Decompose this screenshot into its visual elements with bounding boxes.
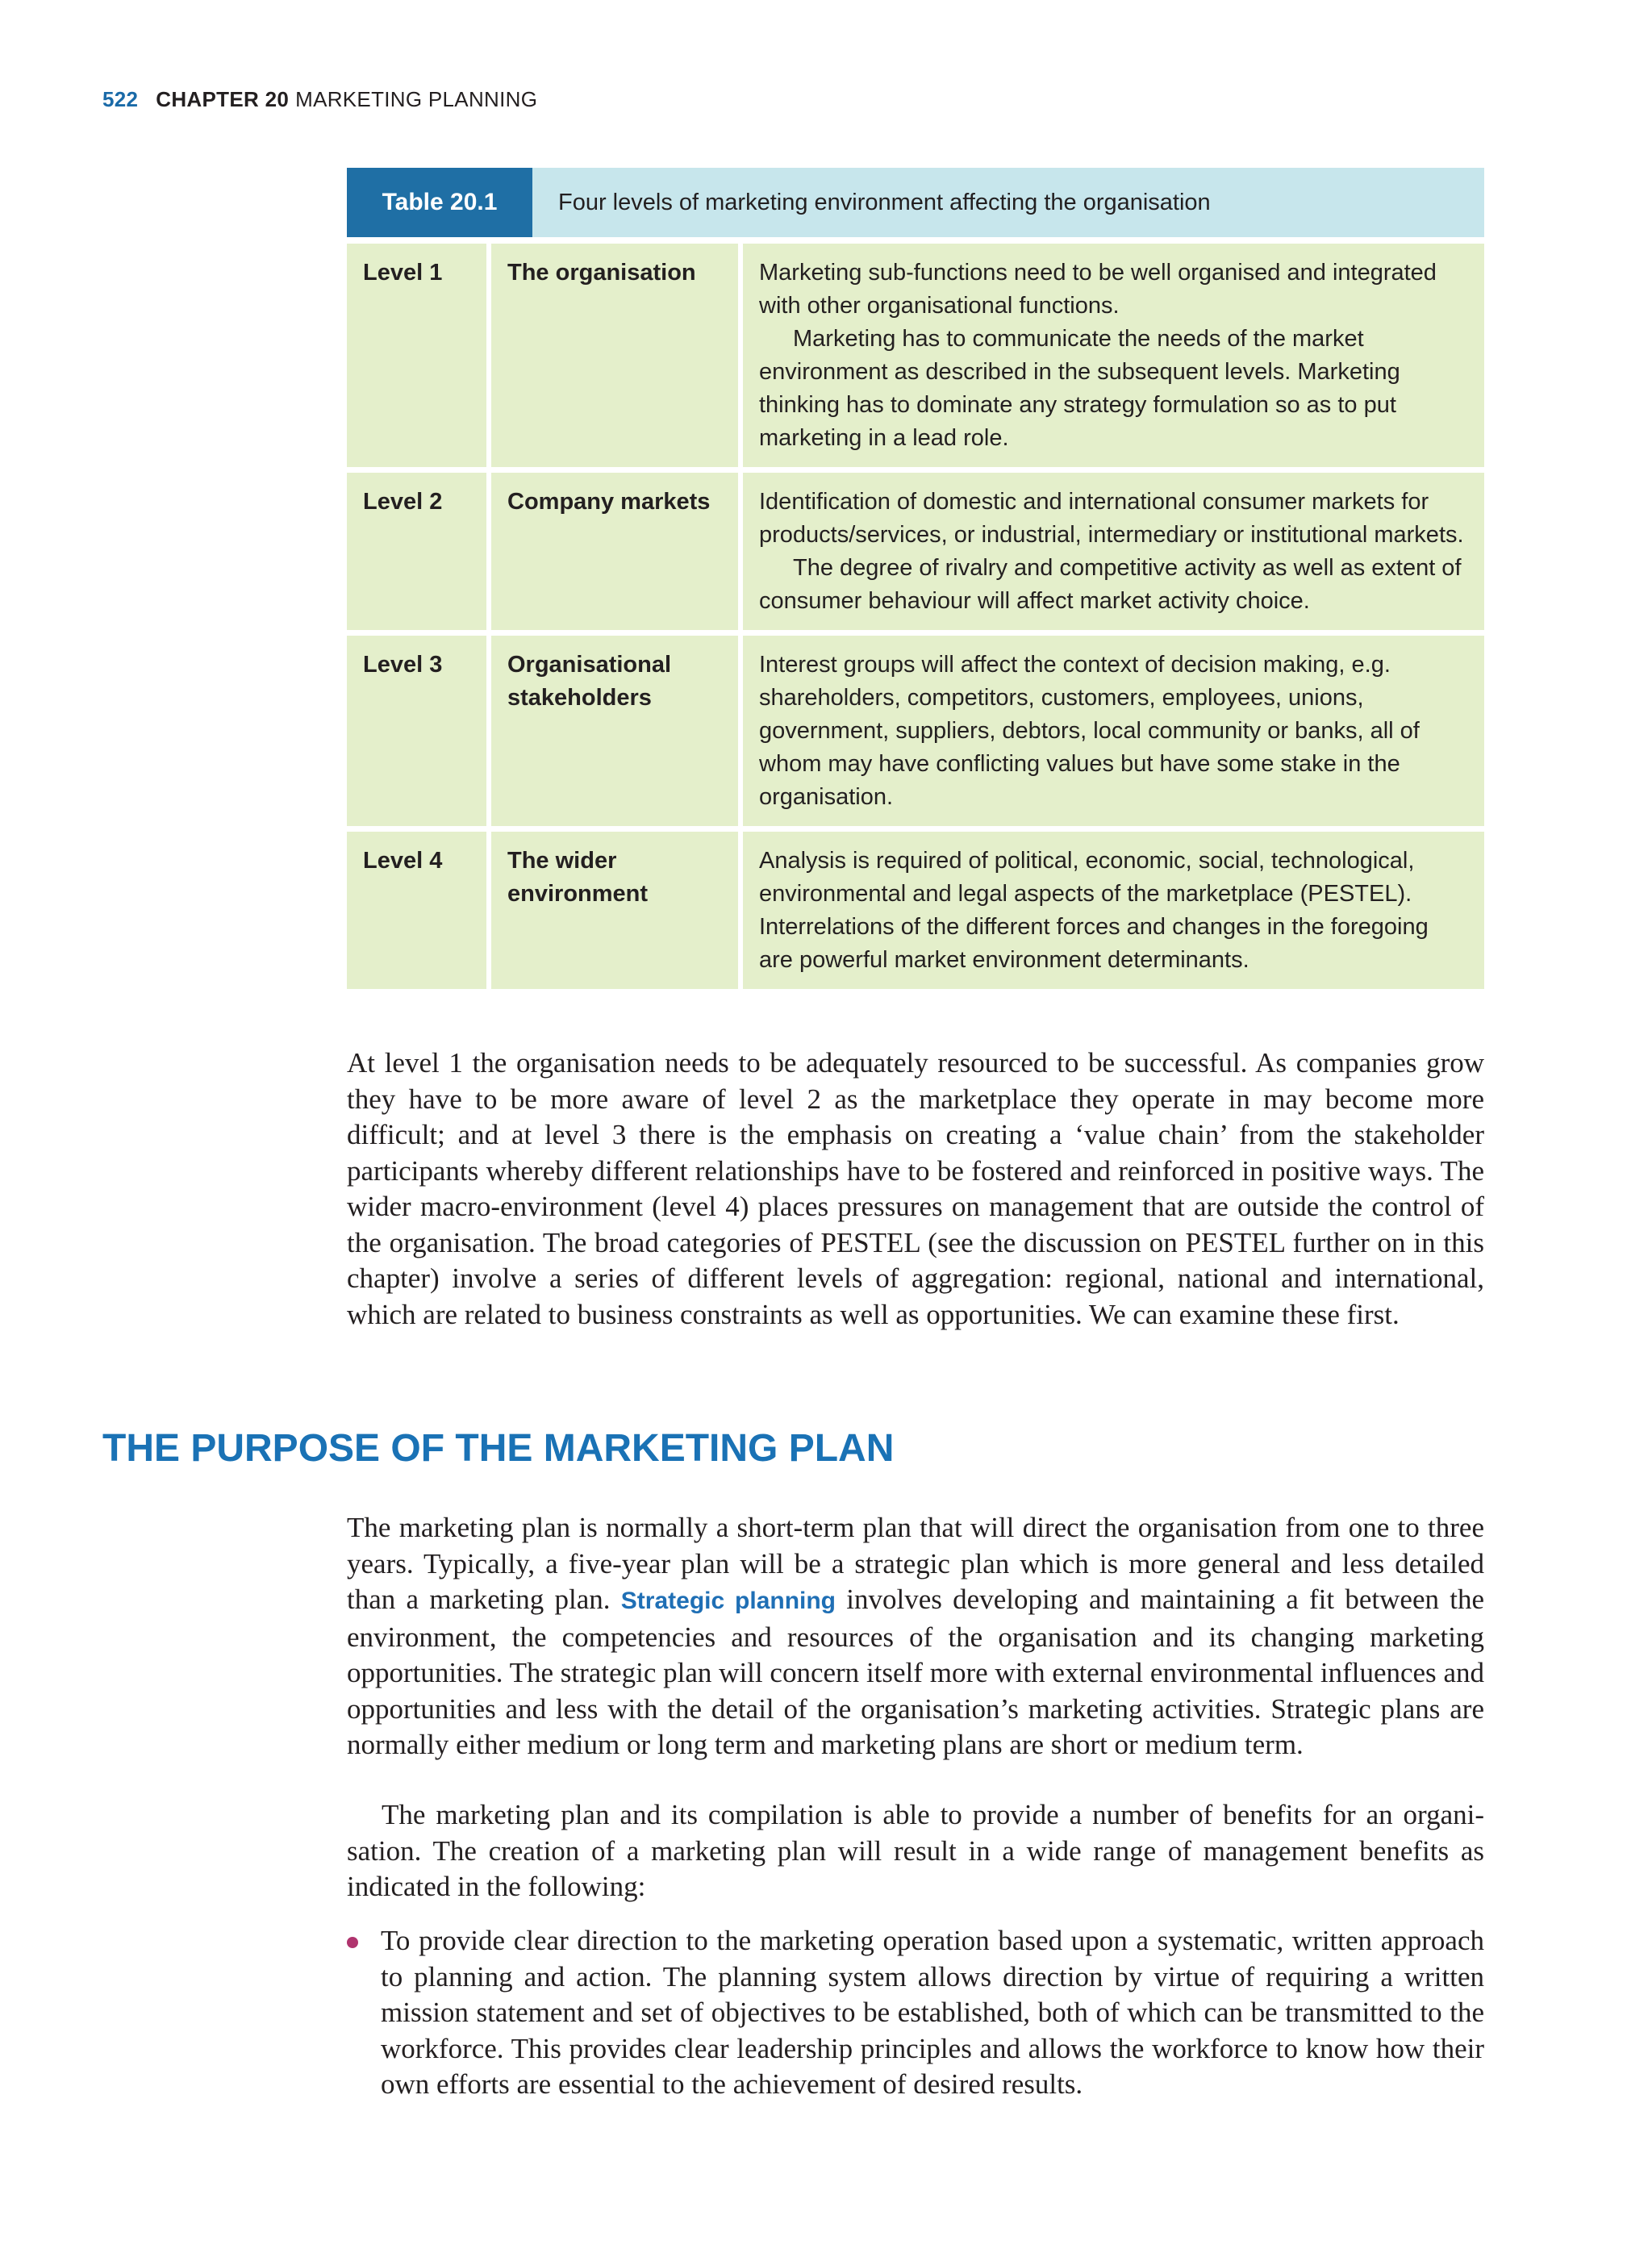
table-row [347, 244, 1484, 467]
chapter-label: CHAPTER 20 [156, 87, 290, 111]
body-paragraph: The marketing plan and its compilation is able to provide a number of benefits for an organisation. The creation of a marketing plan will result in a wide range of management benefits as indicated in the following: [347, 1799, 1484, 1902]
table-cell-level: Level 4 [347, 832, 486, 989]
description-paragraph: The degree of rivalry and competitive activity as well as extent of consumer behaviour will affect market activity choice. [759, 555, 1462, 614]
list-item [347, 1923, 1484, 2103]
table-row [347, 832, 1484, 989]
table-row [347, 473, 1484, 630]
table-cell-level: Level 1 [347, 244, 486, 467]
description-paragraph: Marketing sub-functions need to be well organised and integrated with other organisational functions. [759, 260, 1437, 319]
table-cell-level: Level 2 [347, 473, 486, 630]
body-paragraph [347, 1510, 1484, 1763]
body-text: The marketing plan is normally a short-term plan that will direct the organisation from one to three years. Typically, a five-year plan will be a strategic plan which is more general and less detailed than a marketing plan. [347, 1512, 1484, 1615]
bullet-icon [347, 1937, 358, 1948]
table-row [347, 636, 1484, 826]
table-cell-description [743, 636, 1484, 826]
description-paragraph: Interest groups will affect the context of decision making, e.g. shareholders, competitors, customers, employees, unions, government, suppliers, debtors, local community or banks, all of whom may have conflicting values but have some stake in the organisation. [759, 652, 1420, 810]
chapter-title: MARKETING PLANNING [295, 87, 538, 111]
table-number: Table 20.1 [347, 168, 532, 237]
environment-levels-table [347, 168, 1484, 989]
table-cell-name: The organisation [491, 244, 738, 467]
table-title: Four levels of marketing environment affecting the organisation [558, 189, 1211, 215]
table-cell-level: Level 3 [347, 636, 486, 826]
table-cell-description [743, 244, 1484, 467]
key-term-strategic-planning: Strategic planning [620, 1588, 836, 1614]
table-cell-description [743, 473, 1484, 630]
body-text: involves developing and maintaining a fit between the environment, the competencies and resources of the organisation and its changing marketing opportunities. The strategic plan will concern itself more with external environmental influences and opportunities and less with the detail of the organisation’s marketing activities. Strategic plans are normally either medium or long term and marketing plans are short or medium term. [347, 1584, 1485, 1760]
table-cell-name: Organisational stakeholders [491, 636, 738, 826]
page-number: 522 [102, 87, 139, 111]
table-cell-description [743, 832, 1484, 989]
table-cell-name: The wider environment [491, 832, 738, 989]
list-item-text: To provide clear direction to the marketing operation based upon a systematic, written approach to planning and action. The planning system allows direction by virtue of requiring a written mission statement and set of objectives to be established, both of which can be transmitted to the workforce. This provides clear leadership principles and allows the workforce to know how their own efforts are essential to the achievement of desired results. [381, 1925, 1484, 2100]
table-caption [347, 168, 1484, 237]
running-head [102, 87, 537, 112]
table-cell-name: Company markets [491, 473, 738, 630]
section-heading: THE PURPOSE OF THE MARKETING PLAN [102, 1427, 895, 1470]
description-paragraph: Identification of domestic and international consumer markets for products/services, or industrial, intermediary or institutional markets. [759, 489, 1464, 548]
benefits-list [347, 1923, 1484, 2103]
description-paragraph: Analysis is required of political, economic, social, technological, environmental and legal aspects of the marketplace (PESTEL). Interrelations of the different forces and changes in the foregoing are powerful market environment determinants. [759, 848, 1429, 973]
body-paragraph: At level 1 the organisation needs to be adequately resourced to be successful. As companies grow they have to be more aware of level 2 as the marketplace they operate in may become more difficult; and at level 3 there is the emphasis on creating a ‘value chain’ from the stakeholder participants whereby different relationships have to be fostered and reinforced in positive ways. The wider macro-environment (level 4) places pressures on management that are outside the control of the organisation. The broad categories of PESTEL (see the discussion on PESTEL further on in this chapter) involve a series of different levels of aggregation: regional, national and international, which are related to business constraints as well as opportunities. We can examine these first. [347, 1047, 1484, 1330]
description-paragraph: Marketing has to communicate the needs of the market environment as described in the subsequent levels. Marketing thinking has to dominate any strategy formulation so as to put marketing in a lead role. [759, 326, 1400, 451]
